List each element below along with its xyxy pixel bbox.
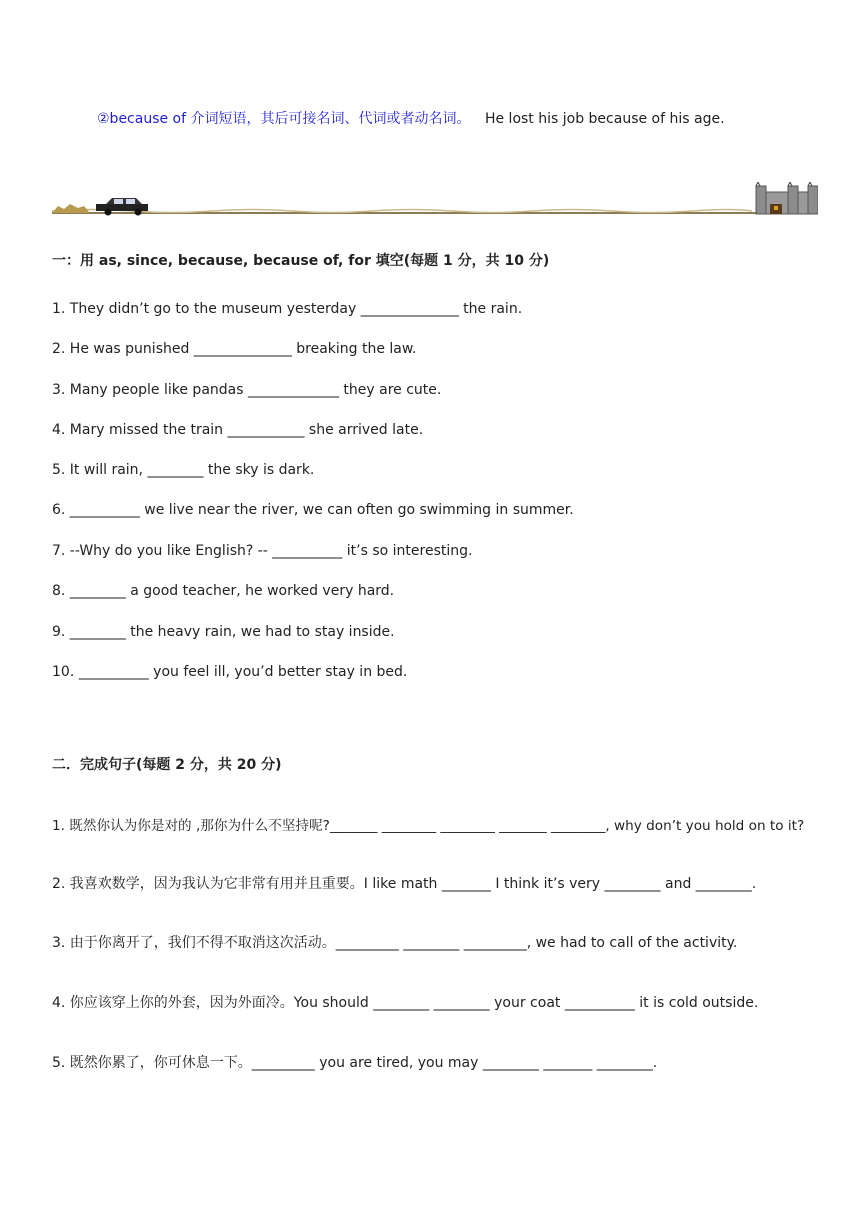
exercise-item: 5. It will rain, ________ the sky is dark. [52,462,315,478]
exercise-item: 6. __________ we live near the river, we can often go swimming in summer. [52,502,574,518]
exercise-item: 8. ________ a good teacher, he worked very hard. [52,583,395,599]
exercise-item: 5. 既然你累了，你可休息一下。_________ you are tired, you may ________ _______ ________. [52,1055,658,1071]
grammar-note-example: He lost his job because of his age. [484,111,725,127]
section-1-heading: 一：用 as, since, because, because of, for 填空(每题 1 分，共 10 分) [52,253,550,269]
exercise-item: 3. Many people like pandas _____________ they are cute. [52,382,442,398]
exercise-item: 4. 你应该穿上你的外套，因为外面冷。You should ________ ________ your coat __________ it is cold outside. [52,995,759,1011]
exercise-item: 4. Mary missed the train ___________ she arrived late. [52,422,424,438]
grammar-note-rule: ②because of 介词短语，其后可接名词、代词或者动名词。 [97,111,471,127]
exercise-item: 3. 由于你离开了，我们不得不取消这次活动。_________ ________ _________, we had to call of the activity. [52,935,738,951]
exercise-item: 2. 我喜欢数学，因为我认为它非常有用并且重要。I like math _______ I think it’s very ________ and ________. [52,876,757,892]
exercise-item: 10. __________ you feel ill, you’d better stay in bed. [52,664,408,680]
decorative-divider [52,182,818,218]
exercise-item: 1. They didn’t go to the museum yesterday ______________ the rain. [52,301,523,317]
grammar-note [97,108,725,128]
exercise-item: 9. ________ the heavy rain, we had to stay inside. [52,624,395,640]
exercise-item: 7. --Why do you like English? -- __________ it’s so interesting. [52,543,473,559]
exercise-item: 1. 既然你认为你是对的 ,那你为什么不坚持呢?_______ ________ ________ _______ ________, why don’t you hold on to it? [52,818,805,834]
castle-icon [756,182,818,214]
exercise-item: 2. He was punished ______________ breaking the law. [52,341,417,357]
rubble-pile [52,204,90,213]
section-2-heading: 二．完成句子(每题 2 分，共 20 分) [52,757,282,773]
